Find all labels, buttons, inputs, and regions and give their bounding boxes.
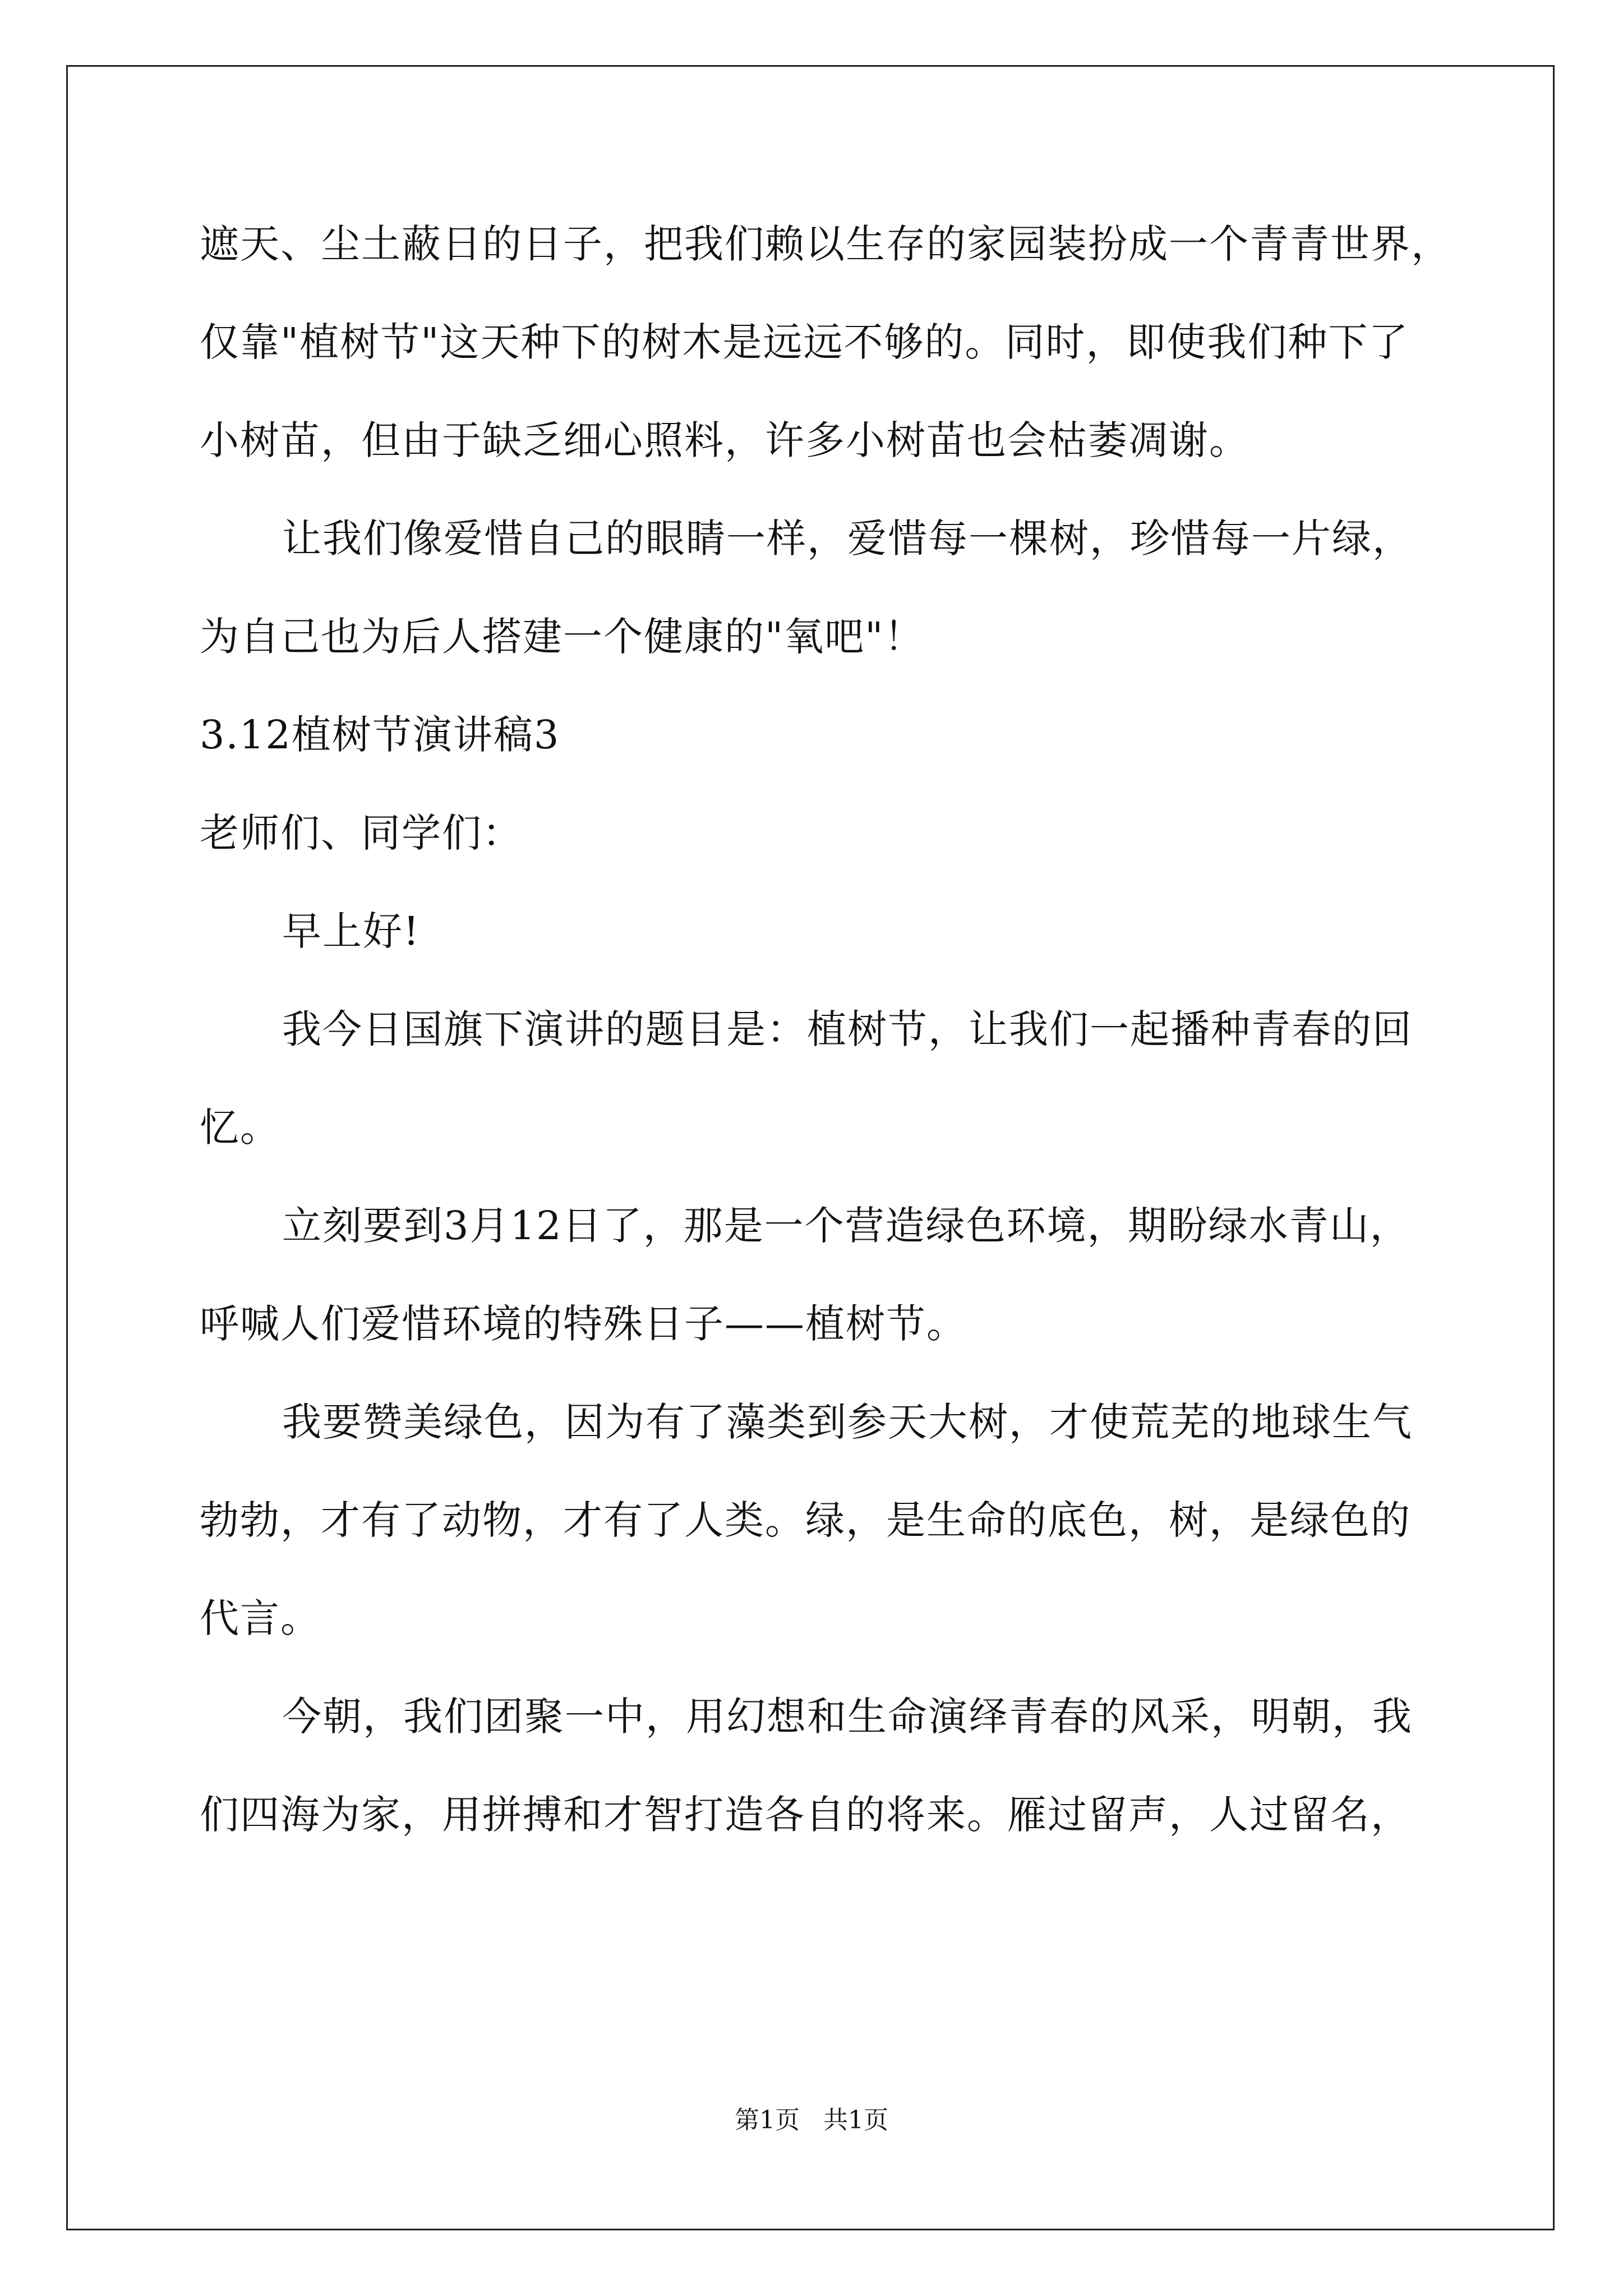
text-line: 让我们像爱惜自己的眼睛一样，爱惜每一棵树，珍惜每一片绿，	[282, 516, 1413, 562]
salutation: 老师们、同学们：	[200, 810, 523, 856]
text-line: 遮天、尘土蔽日的日子，把我们赖以生存的家园装扮成一个青青世界，	[200, 221, 1451, 267]
text-line: 今朝，我们团聚一中，用幻想和生命演绎青春的风采，明朝，我	[282, 1694, 1413, 1740]
greeting: 早上好!	[282, 908, 421, 954]
text-line: 为自己也为后人搭建一个健康的"氧吧"！	[200, 614, 925, 660]
text-line: 勃勃，才有了动物，才有了人类。绿，是生命的底色，树，是绿色的	[200, 1497, 1411, 1543]
text-line: 立刻要到3月12日了，那是一个营造绿色环境，期盼绿水青山，	[282, 1203, 1410, 1249]
text-line: 们四海为家，用拼搏和才智打造各自的将来。雁过留声，人过留名，	[200, 1792, 1411, 1838]
text-line: 代言。	[200, 1595, 321, 1641]
section-heading: 3.12植树节演讲稿3	[200, 712, 560, 758]
text-line: 小树苗，但由于缺乏细心照料，许多小树苗也会枯萎凋谢。	[200, 417, 1249, 463]
text-line: 我今日国旗下演讲的题目是：植树节，让我们一起播种青春的回	[282, 1006, 1413, 1052]
text-line: 忆。	[200, 1105, 280, 1151]
text-line: 我要赞美绿色，因为有了藻类到参天大树，才使荒芜的地球生气	[282, 1399, 1413, 1445]
page-footer: 第1页 共1页	[735, 2106, 888, 2134]
page-border	[66, 65, 1555, 2230]
text-line: 仅靠"植树节"这天种下的树木是远远不够的。同时，即使我们种下了	[200, 319, 1409, 365]
text-line: 呼喊人们爱惜环境的特殊日子——植树节。	[200, 1301, 967, 1347]
